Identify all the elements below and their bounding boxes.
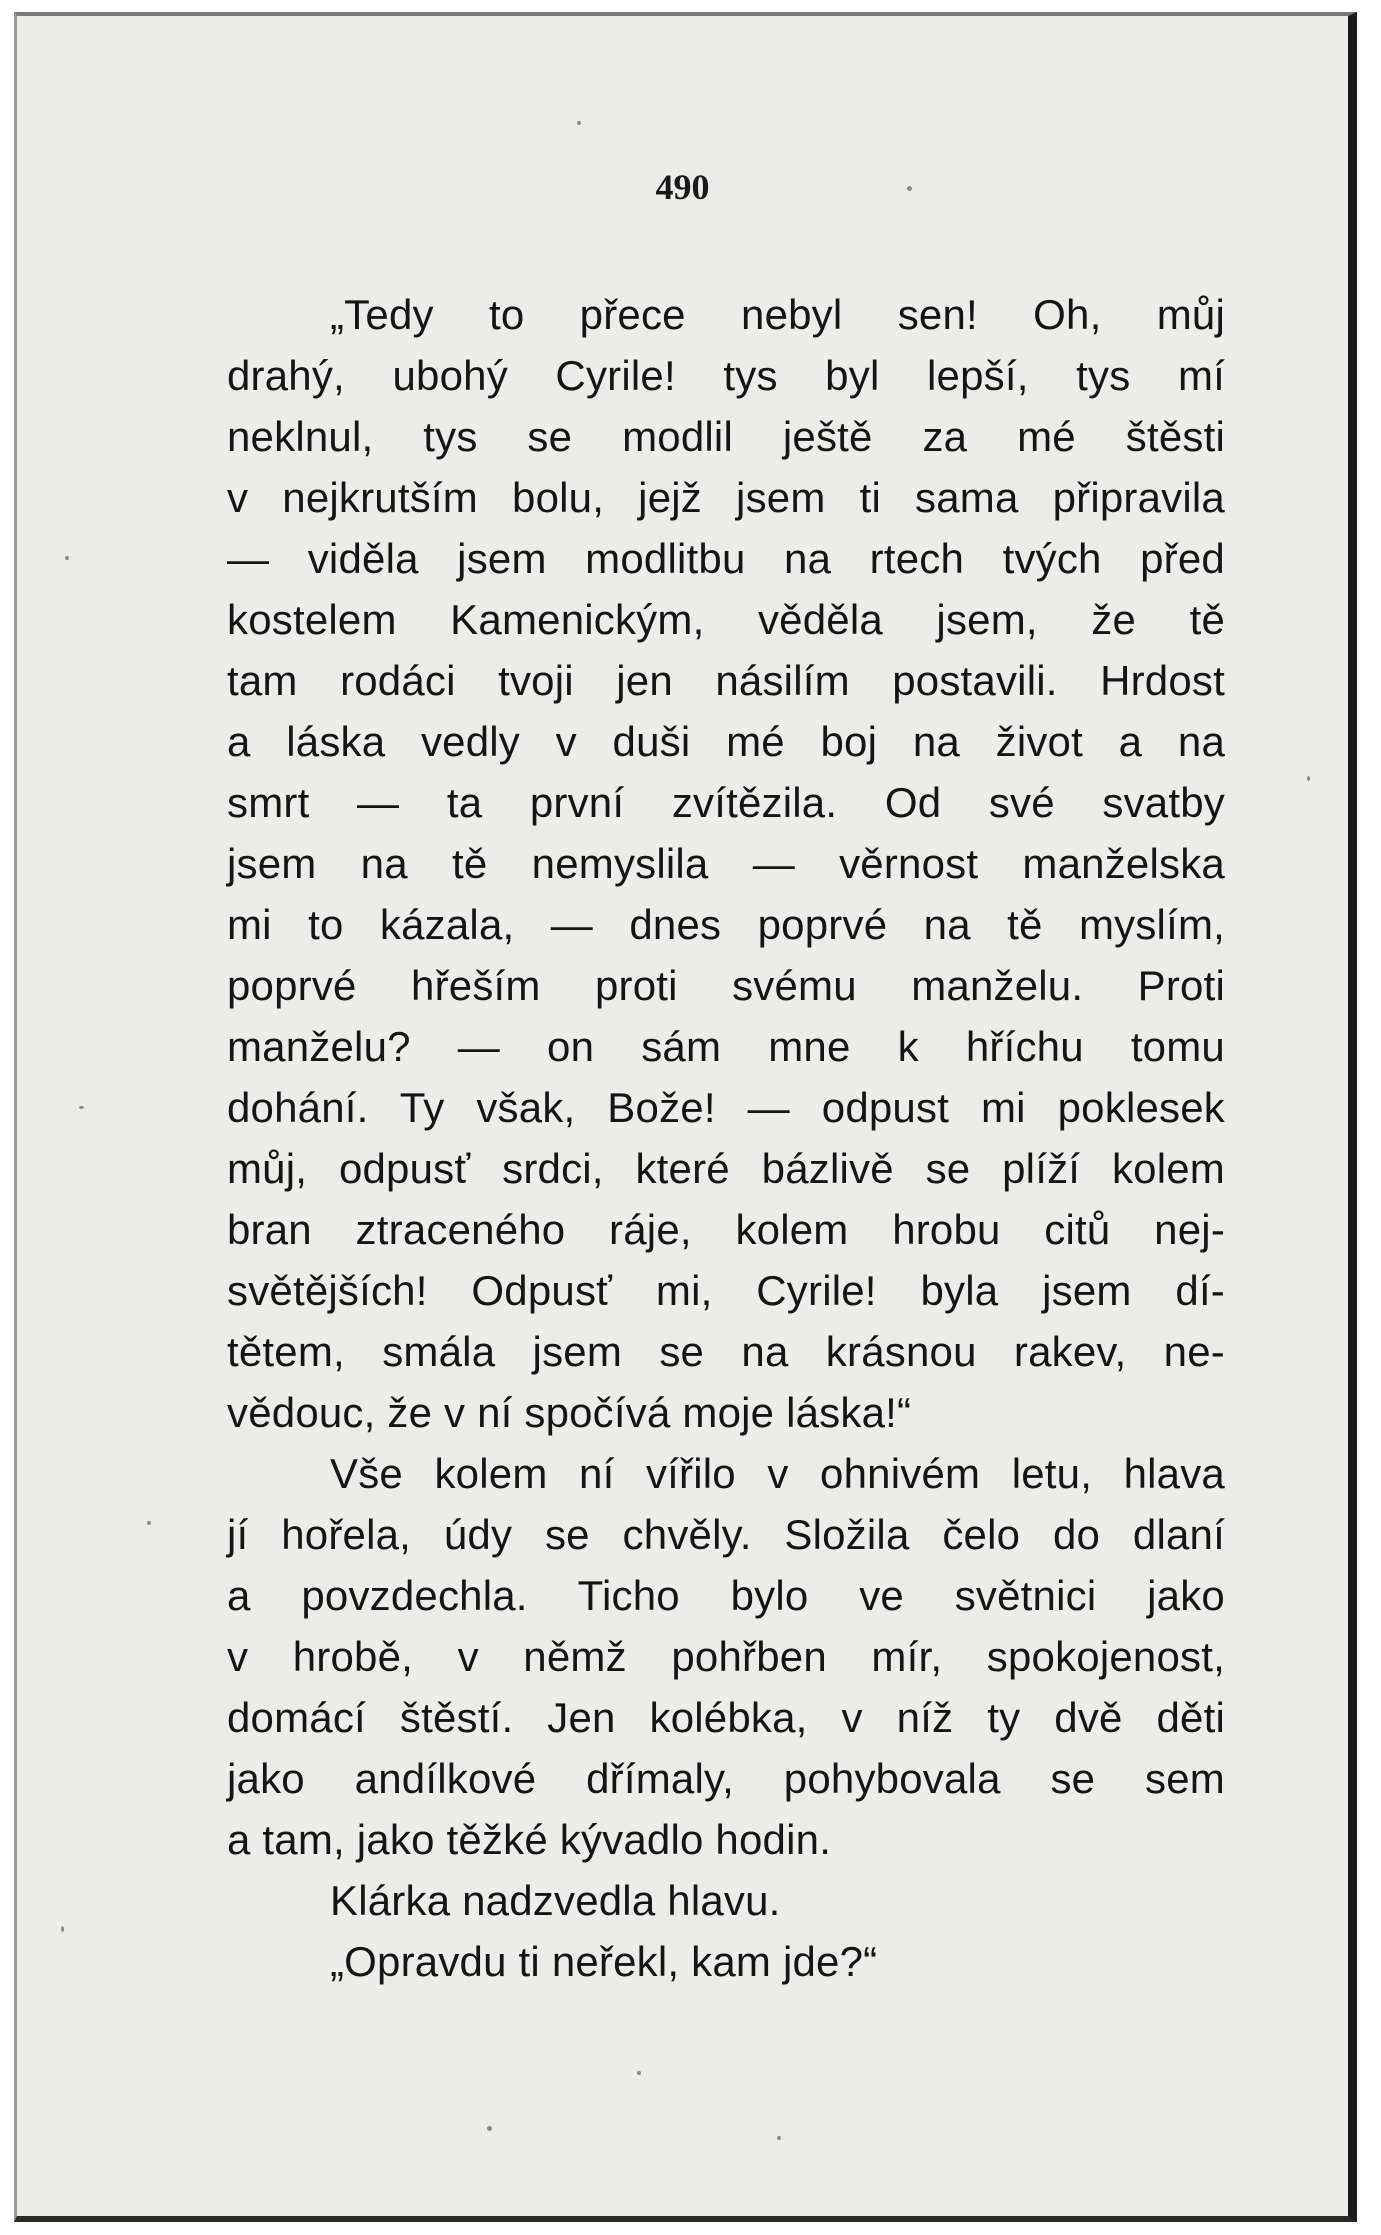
text-line: a tam, jako těžké kývadlo hodin. [227,1816,832,1863]
paragraph [227,284,1225,1443]
text-line: bran ztraceného ráje, kolem hrobu citů nej- [227,1206,1225,1253]
text-line: a povzdechla. Ticho bylo ve světnici jako [227,1572,1225,1619]
text-line: dohání. Ty však, Bože! — odpust mi poklesek [227,1084,1225,1131]
dust-speck [487,2126,492,2131]
text-line: „Opravdu ti neřekl, kam jde?“ [330,1938,878,1985]
text-line: jí hořela, údy se chvěly. Složila čelo do dlaní [227,1511,1225,1558]
text-line: můj, odpusť srdci, které bázlivě se plíží kolem [227,1145,1225,1192]
text-line: tětem, smála jsem se na krásnou rakev, ne- [227,1328,1225,1375]
text-line: kostelem Kamenickým, věděla jsem, že tě [227,596,1225,643]
text-line: v hrobě, v němž pohřben mír, spokojenost, [227,1633,1225,1680]
dust-speck [577,121,581,125]
dust-speck [147,1521,151,1525]
paragraph [227,1443,1225,1870]
text-line: poprvé hřeším proti svému manželu. Proti [227,962,1225,1009]
text-line: jako andílkové dřímaly, pohybovala se sem [227,1755,1225,1802]
text-line: mi to kázala, — dnes poprvé na tě myslím, [227,901,1225,948]
dust-speck [65,556,69,560]
text-line: domácí štěstí. Jen kolébka, v níž ty dvě děti [227,1694,1225,1741]
text-line: — viděla jsem modlitbu na rtech tvých před [227,535,1225,582]
scanned-page [14,12,1357,2222]
dust-speck [79,1106,84,1109]
text-line: drahý, ubohý Cyrile! tys byl lepší, tys mí [227,352,1225,399]
text-line: a láska vedly v duši mé boj na život a na [227,718,1225,765]
text-line: světějších! Odpusť mi, Cyrile! byla jsem dí- [227,1267,1225,1314]
dust-speck [777,2136,781,2140]
page-number: 490 [655,167,710,207]
text-line: v nejkrutším bolu, jejž jsem ti sama připravila [227,474,1225,521]
paragraph [227,1870,1225,1931]
text-line: jsem na tě nemyslila — věrnost manželska [227,840,1225,887]
dust-speck [1307,776,1310,781]
text-line: manželu? — on sám mne k hříchu tomu [227,1023,1225,1070]
text-line: neklnul, tys se modlil ještě za mé štěsti [227,413,1225,460]
text-line: tam rodáci tvoji jen násilím postavili. Hrdost [227,657,1225,704]
text-line: „Tedy to přece nebyl sen! Oh, můj [330,291,1225,338]
text-line: Klárka nadzvedla hlavu. [330,1877,781,1924]
dust-speck [637,2071,641,2075]
text-line: vědouc, že v ní spočívá moje láska!“ [227,1389,912,1436]
dust-speck [61,1926,64,1932]
text-line: smrt — ta první zvítězila. Od své svatby [227,779,1225,826]
body-text [227,284,1225,1992]
text-line: Vše kolem ní vířilo v ohnivém letu, hlava [330,1450,1225,1497]
paragraph [227,1931,1225,1992]
